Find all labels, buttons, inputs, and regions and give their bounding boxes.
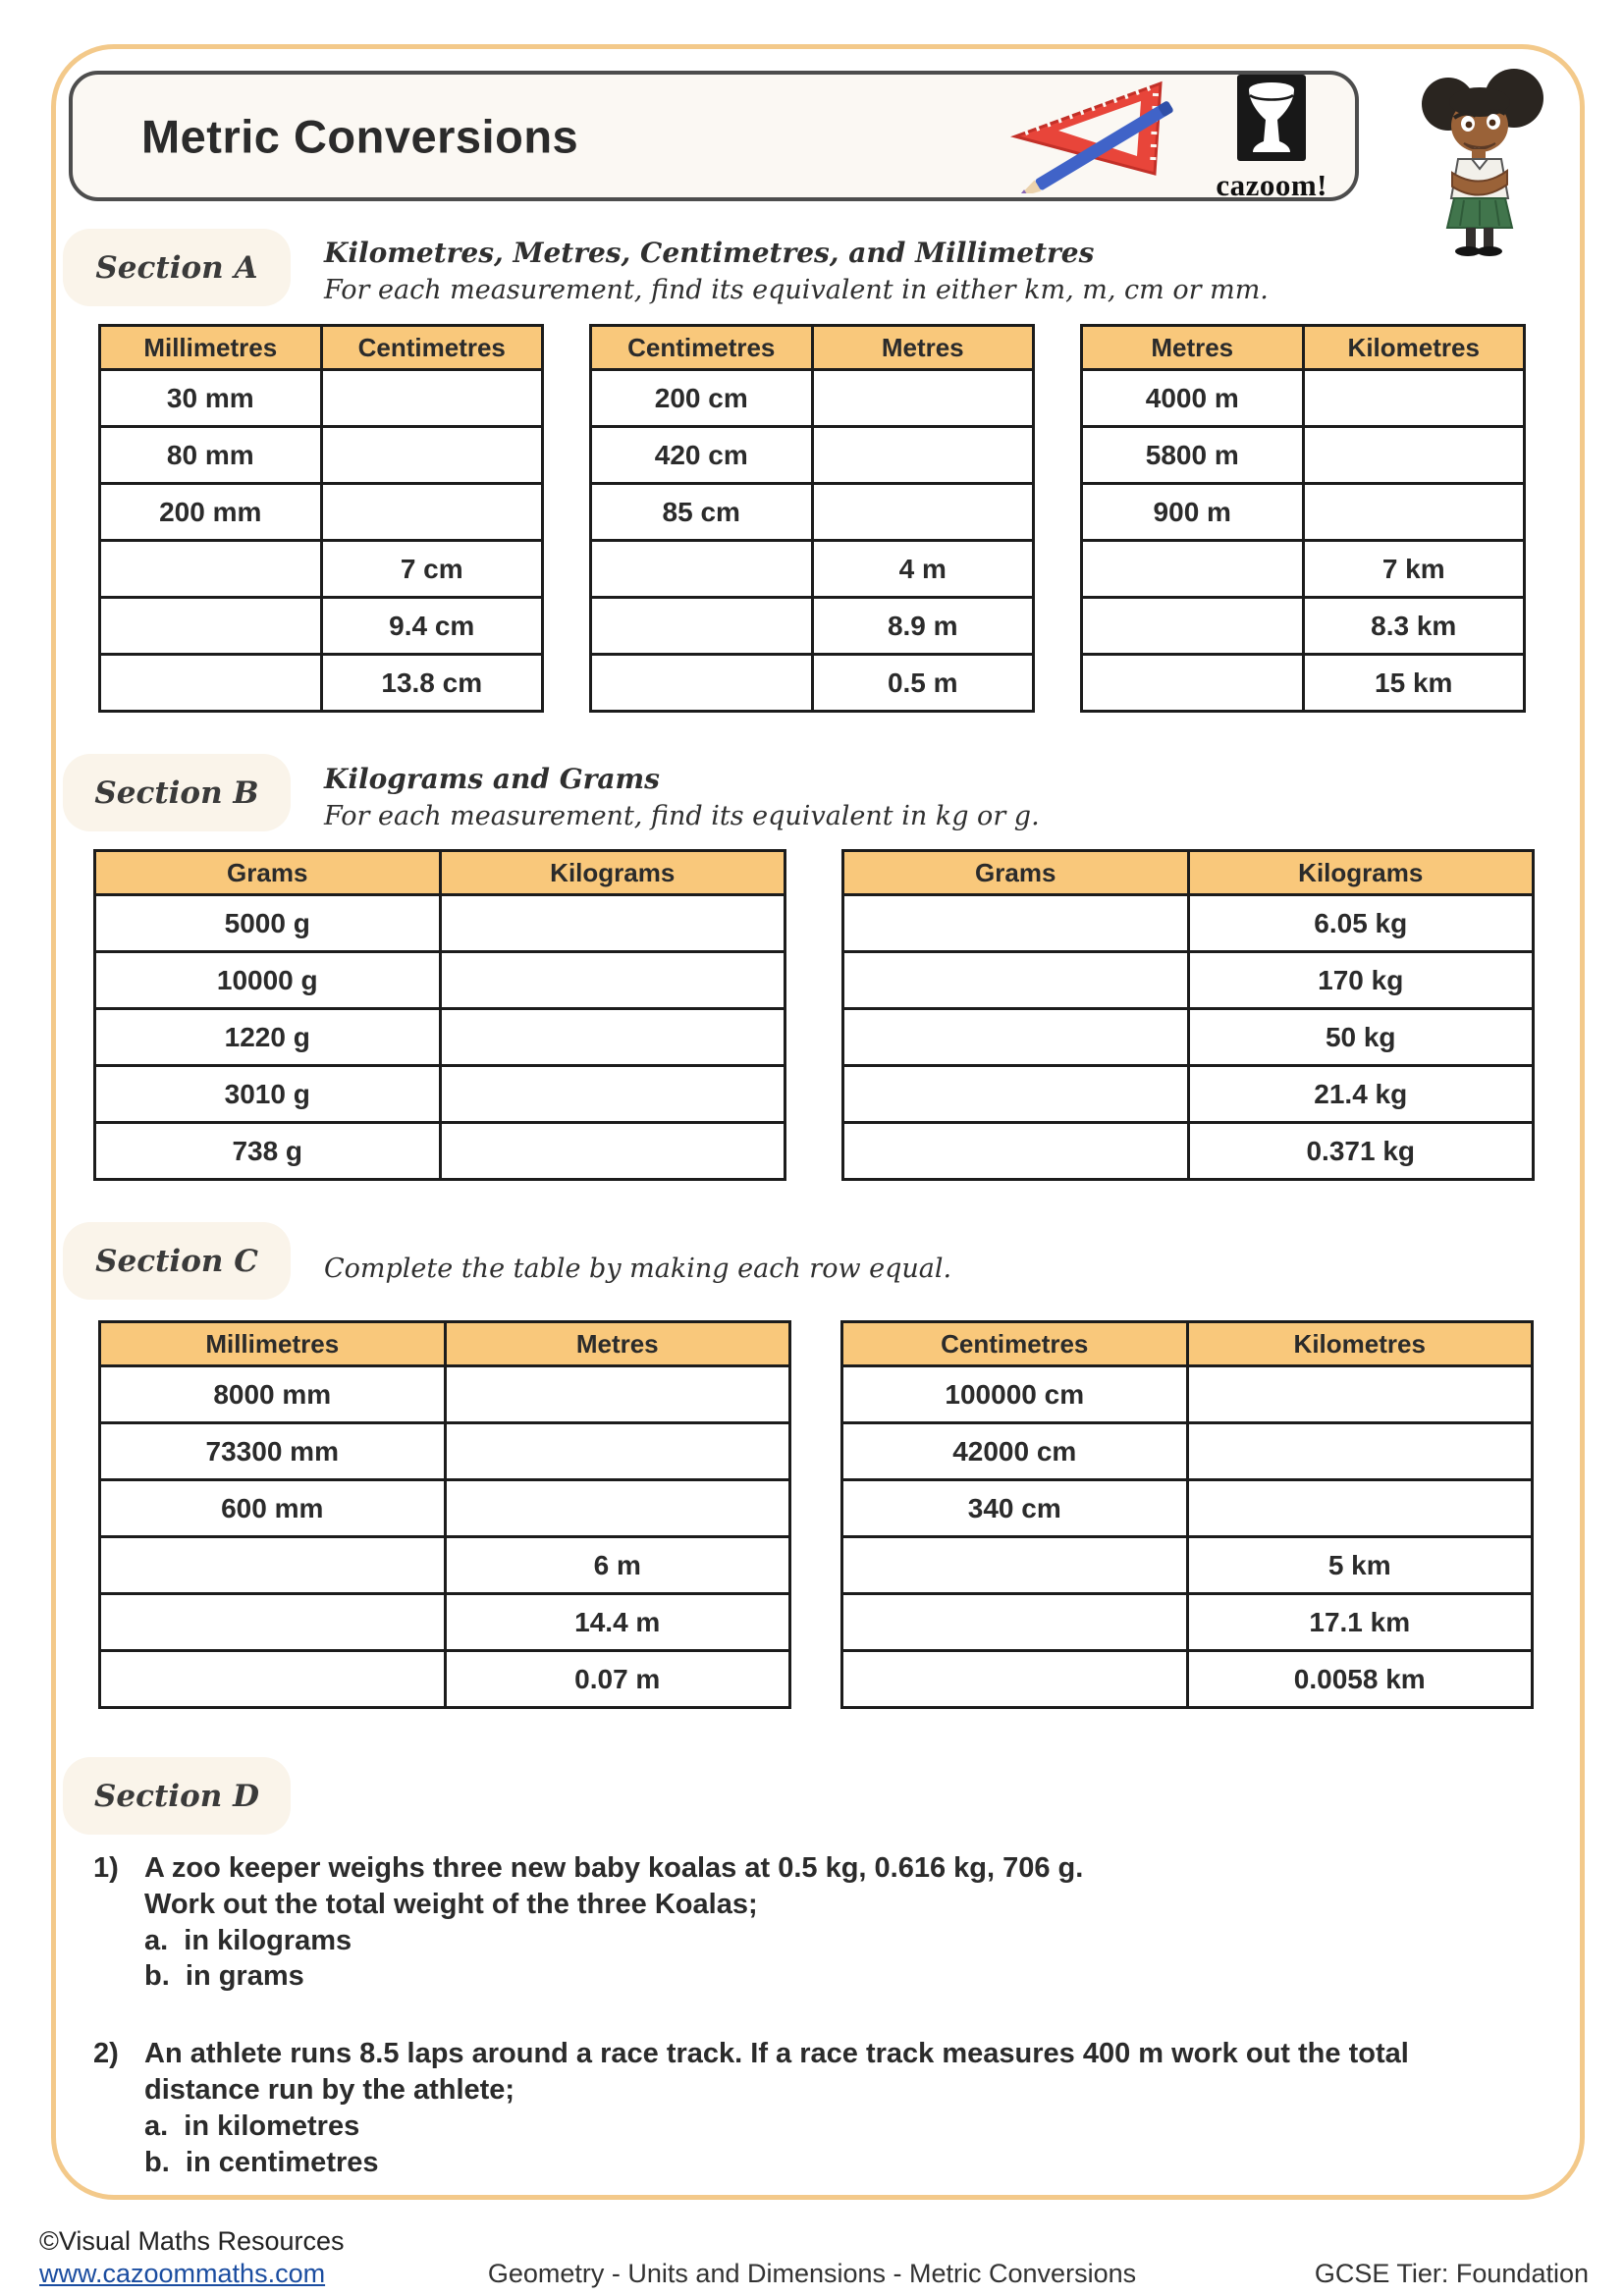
question-part: a. in kilometres xyxy=(144,2109,360,2142)
section-a-title: Kilometres, Metres, Centimetres, and Millimetres xyxy=(324,237,1095,269)
table-row xyxy=(591,484,1034,541)
table-row xyxy=(95,1123,785,1180)
column-header: Kilograms xyxy=(440,851,785,895)
value-cell: 10000 g xyxy=(95,952,441,1009)
value-cell: 100000 cm xyxy=(842,1366,1188,1423)
answer-cell xyxy=(440,1009,785,1066)
brand-name: cazoom! xyxy=(1216,168,1327,202)
value-cell: 42000 cm xyxy=(842,1423,1188,1480)
answer-cell xyxy=(1187,1480,1533,1537)
column-header: Kilometres xyxy=(1187,1322,1533,1366)
table-row xyxy=(100,1423,790,1480)
answer-cell xyxy=(591,598,813,655)
answer-cell xyxy=(842,1537,1188,1594)
logo-group xyxy=(1007,75,1327,202)
header-row xyxy=(842,1322,1533,1366)
value-cell: 5 km xyxy=(1187,1537,1533,1594)
answer-cell xyxy=(100,1651,446,1708)
answer-cell xyxy=(1082,541,1304,598)
question-text: Work out the total weight of the three Koalas; xyxy=(144,1888,758,1920)
value-cell: 4 m xyxy=(812,541,1034,598)
worksheet-header xyxy=(69,71,1359,201)
question-body xyxy=(144,1850,1586,1995)
value-cell: 30 mm xyxy=(100,370,322,427)
table-row xyxy=(100,1537,790,1594)
answer-cell xyxy=(1303,427,1525,484)
value-cell: 85 cm xyxy=(591,484,813,541)
conversion-table-mm-m xyxy=(98,1320,791,1709)
value-cell: 6 m xyxy=(445,1537,790,1594)
value-cell: 0.07 m xyxy=(445,1651,790,1708)
value-cell: 0.0058 km xyxy=(1187,1651,1533,1708)
answer-cell xyxy=(440,1123,785,1180)
question-text: An athlete runs 8.5 laps around a race track. If a race track measures 400 m work out the total xyxy=(144,2038,1409,2070)
answer-cell xyxy=(1187,1423,1533,1480)
question-part: b. in centimetres xyxy=(144,2146,379,2178)
column-header: Kilometres xyxy=(1303,326,1525,370)
value-cell: 200 mm xyxy=(100,484,322,541)
question-part: a. in kilograms xyxy=(144,1924,352,1956)
answer-cell xyxy=(812,427,1034,484)
answer-cell xyxy=(812,370,1034,427)
section-b-title: Kilograms and Grams xyxy=(324,763,660,795)
table-row xyxy=(100,541,543,598)
value-cell: 5800 m xyxy=(1082,427,1304,484)
section-d-questions xyxy=(93,1850,1586,2181)
column-header: Kilograms xyxy=(1188,851,1534,895)
answer-cell xyxy=(100,1594,446,1651)
value-cell: 8.3 km xyxy=(1303,598,1525,655)
table-row xyxy=(100,1366,790,1423)
column-header: Centimetres xyxy=(842,1322,1188,1366)
column-header: Grams xyxy=(95,851,441,895)
section-c-tables xyxy=(98,1320,1534,1709)
section-d-label: Section D xyxy=(63,1757,291,1835)
value-cell: 3010 g xyxy=(95,1066,441,1123)
drum-icon xyxy=(1237,75,1306,166)
table-row xyxy=(591,598,1034,655)
header-row xyxy=(843,851,1534,895)
table-row xyxy=(591,370,1034,427)
table-row xyxy=(843,895,1534,952)
header-row xyxy=(591,326,1034,370)
table-row xyxy=(843,952,1534,1009)
table-row xyxy=(95,895,785,952)
student-character-illustration xyxy=(1417,61,1548,262)
table-row xyxy=(1082,370,1525,427)
answer-cell xyxy=(1187,1366,1533,1423)
value-cell: 50 kg xyxy=(1188,1009,1534,1066)
table-row xyxy=(591,541,1034,598)
footer-topic: Geometry - Units and Dimensions - Metric Conversions xyxy=(487,2259,1137,2288)
answer-cell xyxy=(1082,598,1304,655)
value-cell: 900 m xyxy=(1082,484,1304,541)
table-row xyxy=(95,952,785,1009)
answer-cell xyxy=(440,1066,785,1123)
column-header: Millimetres xyxy=(100,1322,446,1366)
table-row xyxy=(842,1594,1533,1651)
answer-cell xyxy=(1303,370,1525,427)
answer-cell xyxy=(843,1066,1189,1123)
table-row xyxy=(1082,484,1525,541)
answer-cell xyxy=(591,541,813,598)
column-header: Metres xyxy=(445,1322,790,1366)
answer-cell xyxy=(321,484,543,541)
table-row xyxy=(100,370,543,427)
table-row xyxy=(842,1480,1533,1537)
table-row xyxy=(843,1123,1534,1180)
table-row xyxy=(1082,655,1525,712)
value-cell: 0.5 m xyxy=(812,655,1034,712)
section-a-label: Section A xyxy=(63,229,291,306)
header-row xyxy=(100,1322,790,1366)
table-row xyxy=(100,1594,790,1651)
value-cell: 17.1 km xyxy=(1187,1594,1533,1651)
section-a-tables xyxy=(98,324,1526,713)
answer-cell xyxy=(843,1009,1189,1066)
value-cell: 420 cm xyxy=(591,427,813,484)
column-header: Centimetres xyxy=(321,326,543,370)
answer-cell xyxy=(440,895,785,952)
column-header: Metres xyxy=(812,326,1034,370)
answer-cell xyxy=(843,895,1189,952)
section-b-tables xyxy=(93,849,1535,1181)
footer-website-link[interactable]: www.cazoommaths.com xyxy=(39,2259,326,2288)
value-cell: 9.4 cm xyxy=(321,598,543,655)
answer-cell xyxy=(591,655,813,712)
section-b-label: Section B xyxy=(63,754,291,831)
answer-cell xyxy=(1303,484,1525,541)
section-b-subtitle: For each measurement, find its equivalent in kg or g. xyxy=(324,800,1040,831)
question-number: 1) xyxy=(93,1852,119,1884)
answer-cell xyxy=(100,1537,446,1594)
table-row xyxy=(100,427,543,484)
value-cell: 13.8 cm xyxy=(321,655,543,712)
question-part: b. in grams xyxy=(144,1960,304,1993)
table-row xyxy=(843,1066,1534,1123)
table-row xyxy=(95,1009,785,1066)
question-text: distance run by the athlete; xyxy=(144,2074,515,2107)
table-row xyxy=(95,1066,785,1123)
answer-cell xyxy=(843,1123,1189,1180)
section-c-label: Section C xyxy=(63,1222,291,1300)
header-row xyxy=(100,326,543,370)
value-cell: 7 cm xyxy=(321,541,543,598)
set-square-pencil-icon xyxy=(1007,74,1190,198)
section-a-subtitle: For each measurement, find its equivalent in either km, m, cm or mm. xyxy=(324,274,1269,305)
footer-copyright: ©Visual Maths Resources xyxy=(39,2226,345,2256)
table-row xyxy=(100,484,543,541)
value-cell: 21.4 kg xyxy=(1188,1066,1534,1123)
conversion-table-mm-cm xyxy=(98,324,544,713)
answer-cell xyxy=(445,1366,790,1423)
conversion-table-cm-km xyxy=(840,1320,1534,1709)
table-row xyxy=(842,1651,1533,1708)
answer-cell xyxy=(445,1480,790,1537)
question-2 xyxy=(93,2036,1586,2180)
answer-cell xyxy=(812,484,1034,541)
value-cell: 15 km xyxy=(1303,655,1525,712)
value-cell: 8.9 m xyxy=(812,598,1034,655)
conversion-table-cm-m xyxy=(589,324,1035,713)
value-cell: 738 g xyxy=(95,1123,441,1180)
answer-cell xyxy=(843,952,1189,1009)
conversion-table-m-km xyxy=(1080,324,1526,713)
question-number: 2) xyxy=(93,2038,119,2070)
answer-cell xyxy=(100,598,322,655)
column-header: Centimetres xyxy=(591,326,813,370)
answer-cell xyxy=(842,1594,1188,1651)
answer-cell xyxy=(100,541,322,598)
section-a-heading xyxy=(324,237,1269,306)
header-row xyxy=(95,851,785,895)
value-cell: 6.05 kg xyxy=(1188,895,1534,952)
table-row xyxy=(100,1480,790,1537)
column-header: Grams xyxy=(843,851,1189,895)
table-row xyxy=(842,1423,1533,1480)
answer-cell xyxy=(321,370,543,427)
answer-cell xyxy=(100,655,322,712)
value-cell: 80 mm xyxy=(100,427,322,484)
table-row xyxy=(1082,598,1525,655)
header-row xyxy=(1082,326,1525,370)
table-row xyxy=(591,655,1034,712)
conversion-table-g-kg-right xyxy=(841,849,1535,1181)
answer-cell xyxy=(1082,655,1304,712)
value-cell: 0.371 kg xyxy=(1188,1123,1534,1180)
table-row xyxy=(1082,541,1525,598)
cazoom-logo xyxy=(1216,75,1327,203)
table-row xyxy=(100,1651,790,1708)
question-text: A zoo keeper weighs three new baby koalas at 0.5 kg, 0.616 kg, 706 g. xyxy=(144,1852,1084,1884)
value-cell: 14.4 m xyxy=(445,1594,790,1651)
answer-cell xyxy=(321,427,543,484)
section-b-heading xyxy=(324,763,1040,832)
value-cell: 4000 m xyxy=(1082,370,1304,427)
table-row xyxy=(842,1537,1533,1594)
value-cell: 200 cm xyxy=(591,370,813,427)
page-title: Metric Conversions xyxy=(141,110,579,162)
table-row xyxy=(100,598,543,655)
table-row xyxy=(1082,427,1525,484)
column-header: Metres xyxy=(1082,326,1304,370)
table-row xyxy=(842,1366,1533,1423)
column-header: Millimetres xyxy=(100,326,322,370)
footer-tier: GCSE Tier: Foundation xyxy=(1314,2259,1589,2288)
answer-cell xyxy=(445,1423,790,1480)
value-cell: 8000 mm xyxy=(100,1366,446,1423)
conversion-table-g-kg-left xyxy=(93,849,786,1181)
value-cell: 600 mm xyxy=(100,1480,446,1537)
value-cell: 7 km xyxy=(1303,541,1525,598)
value-cell: 5000 g xyxy=(95,895,441,952)
answer-cell xyxy=(842,1651,1188,1708)
section-c-instruction: Complete the table by making each row equal. xyxy=(324,1254,952,1284)
question-body xyxy=(144,2036,1586,2180)
table-row xyxy=(591,427,1034,484)
value-cell: 340 cm xyxy=(842,1480,1188,1537)
value-cell: 73300 mm xyxy=(100,1423,446,1480)
answer-cell xyxy=(440,952,785,1009)
question-1 xyxy=(93,1850,1586,1995)
table-row xyxy=(100,655,543,712)
table-row xyxy=(843,1009,1534,1066)
value-cell: 170 kg xyxy=(1188,952,1534,1009)
value-cell: 1220 g xyxy=(95,1009,441,1066)
